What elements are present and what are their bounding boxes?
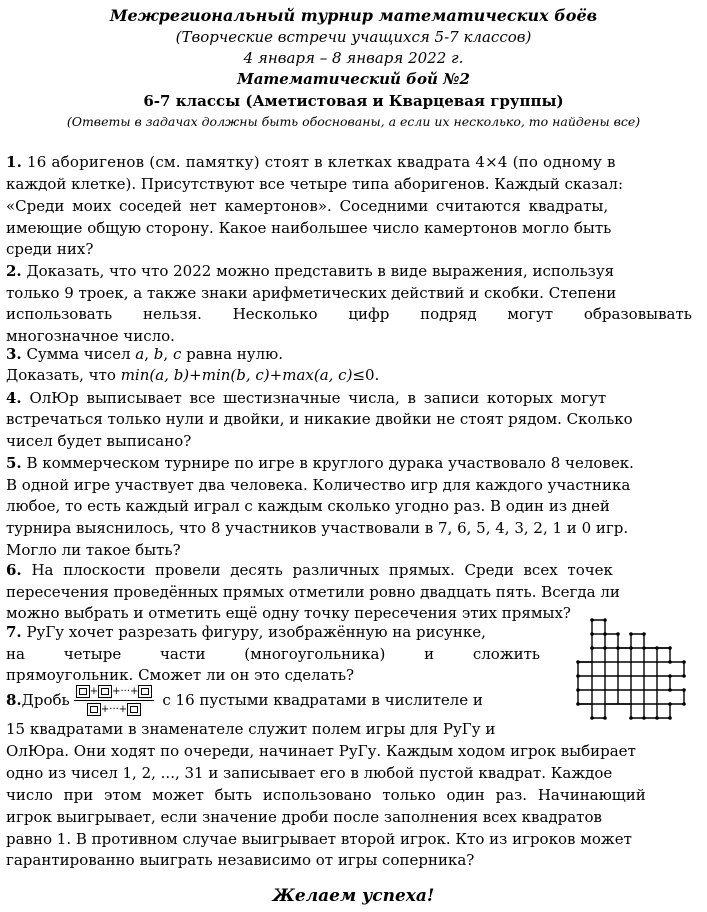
problem-text: игрок выигрывает, если значение дроби после заполнения всех квадратов — [6, 808, 602, 826]
problem-text: ОлЮра. Они ходят по очереди, начинает РуГу. Каждым ходом игрок выбирает — [6, 742, 636, 760]
problem-text: с 16 пустыми квадратами в числителе и — [162, 691, 483, 709]
problem-text: на четыре части (многоугольника) и сложить — [6, 645, 541, 663]
problem-text: На плоскости провели десять различных прямых. Среди всех точек — [21, 561, 613, 579]
problem-text: 16 аборигенов (см. памятку) стоят в клетках квадрата 4×4 (по одному в — [22, 153, 616, 171]
var-b: b — [153, 345, 164, 363]
problem-text: можно выбрать и отметить ещё одну точку пересечения этих прямых? — [6, 604, 571, 622]
inequality-expression: min(a, b)+min(b, c)+max(a, c) — [120, 366, 353, 384]
problem-text: Сумма чисел — [21, 345, 136, 363]
problem-text: прямоугольник. Сможет ли он это сделать? — [6, 666, 355, 684]
problem-text: среди них? — [6, 240, 94, 258]
empty-square-icon — [76, 685, 90, 698]
problem-text: турнира выяснилось, что 8 участников участвовали в 7, 6, 5, 4, 3, 2, 1 и 0 игр. — [6, 519, 629, 537]
tournament-title: Межрегиональный турнир математических боёв — [109, 6, 598, 25]
problem-number: 2. — [6, 262, 22, 280]
problem-number: 3. — [6, 345, 22, 363]
fraction-game-field — [74, 685, 155, 716]
problem-text: Доказать, что — [6, 366, 121, 384]
problem-text: В коммерческом турнире по игре в круглого дурака участвовало 8 человек. — [21, 454, 634, 472]
closing-wish: Желаем успеха! — [272, 886, 435, 906]
problem-text: ≤0. — [352, 366, 380, 384]
problem-text: Могло ли такое быть? — [6, 541, 181, 559]
fraction-denominator — [74, 701, 155, 716]
problem-number: 7. — [6, 623, 22, 641]
problem-text: Доказать, что что 2022 можно представить в виде выражения, используя — [21, 262, 615, 280]
empty-square-icon — [98, 685, 112, 698]
var-c: c — [172, 345, 182, 363]
problem-text: равна нулю. — [181, 345, 283, 363]
problem-text: Дробь — [21, 691, 70, 709]
problem-text: использовать нельзя. Несколько цифр подряд могут образовывать — [6, 305, 692, 323]
problem-number: 1. — [6, 153, 23, 171]
answer-note: (Ответы в задачах должны быть обоснованы, а если их несколько, то найдены все) — [66, 114, 641, 129]
fraction-numerator: + +···+ — [74, 685, 155, 701]
problem-text: число при этом может быть использовано только один раз. Начинающий — [6, 786, 646, 804]
group-title: 6-7 классы (Аметистовая и Кварцевая группы) — [143, 92, 564, 110]
problem-text: чисел будет выписано? — [6, 432, 192, 450]
problem-text: имеющие общую сторону. Какое наибольшее число камертонов могло быть — [6, 219, 612, 237]
problem-number: 5. — [6, 454, 22, 472]
empty-square-icon — [127, 703, 141, 716]
problem-text: РуГу хочет разрезать фигуру, изображённую на рисунке, — [21, 623, 486, 641]
problem-number: 8. — [6, 691, 22, 709]
problem-7-figure — [570, 614, 698, 728]
problem-text: 15 квадратами в знаменателе служит полем игры для РуГу и — [6, 720, 496, 738]
empty-square-icon — [138, 685, 152, 698]
meetings-subtitle: (Творческие встречи учащихся 5-7 классов) — [175, 28, 532, 46]
comma: , — [163, 345, 173, 363]
problem-text: многозначное число. — [6, 327, 175, 345]
problem-text: одно из чисел 1, 2, ..., 31 и записывает его в любой пустой квадрат. Каждое — [6, 764, 613, 782]
problem-text: встречаться только нули и двойки, и никакие двойки не стоят рядом. Сколько — [6, 410, 633, 428]
dates: 4 января – 8 января 2022 г. — [243, 49, 464, 67]
problem-number: 6. — [6, 561, 22, 579]
comma: , — [144, 345, 154, 363]
var-a: a — [135, 345, 145, 363]
ellipsis-sum: +···+ — [112, 685, 139, 697]
empty-square-icon — [87, 703, 101, 716]
battle-title: Математический бой №2 — [237, 70, 470, 88]
problem-text: равно 1. В противном случае выигрывает второй игрок. Кто из игроков может — [6, 830, 632, 848]
problem-text: каждой клетке). Присутствуют все четыре типа аборигенов. Каждый сказал: — [6, 175, 624, 193]
problem-number: 4. — [6, 389, 22, 407]
problem-text: В одной игре участвует два человека. Количество игр для каждого участника — [6, 476, 631, 494]
problem-text: только 9 троек, а также знаки арифметических действий и скобки. Степени — [6, 284, 617, 302]
ellipsis-sum: +···+ — [100, 703, 128, 715]
problem-text: любое, то есть каждый играл с каждым сколько угодно раз. В один из дней — [6, 497, 610, 515]
problem-text: ОлЮр выписывает все шестизначные числа, в записи которых могут — [21, 389, 607, 407]
problem-text: гарантированно выиграть независимо от игры соперника? — [6, 851, 475, 869]
problem-text: «Среди моих соседей нет камертонов». Соседними считаются квадраты, — [6, 197, 609, 215]
problem-text: пересечения проведённых прямых отметили ровно двадцать пять. Всегда ли — [6, 583, 620, 601]
